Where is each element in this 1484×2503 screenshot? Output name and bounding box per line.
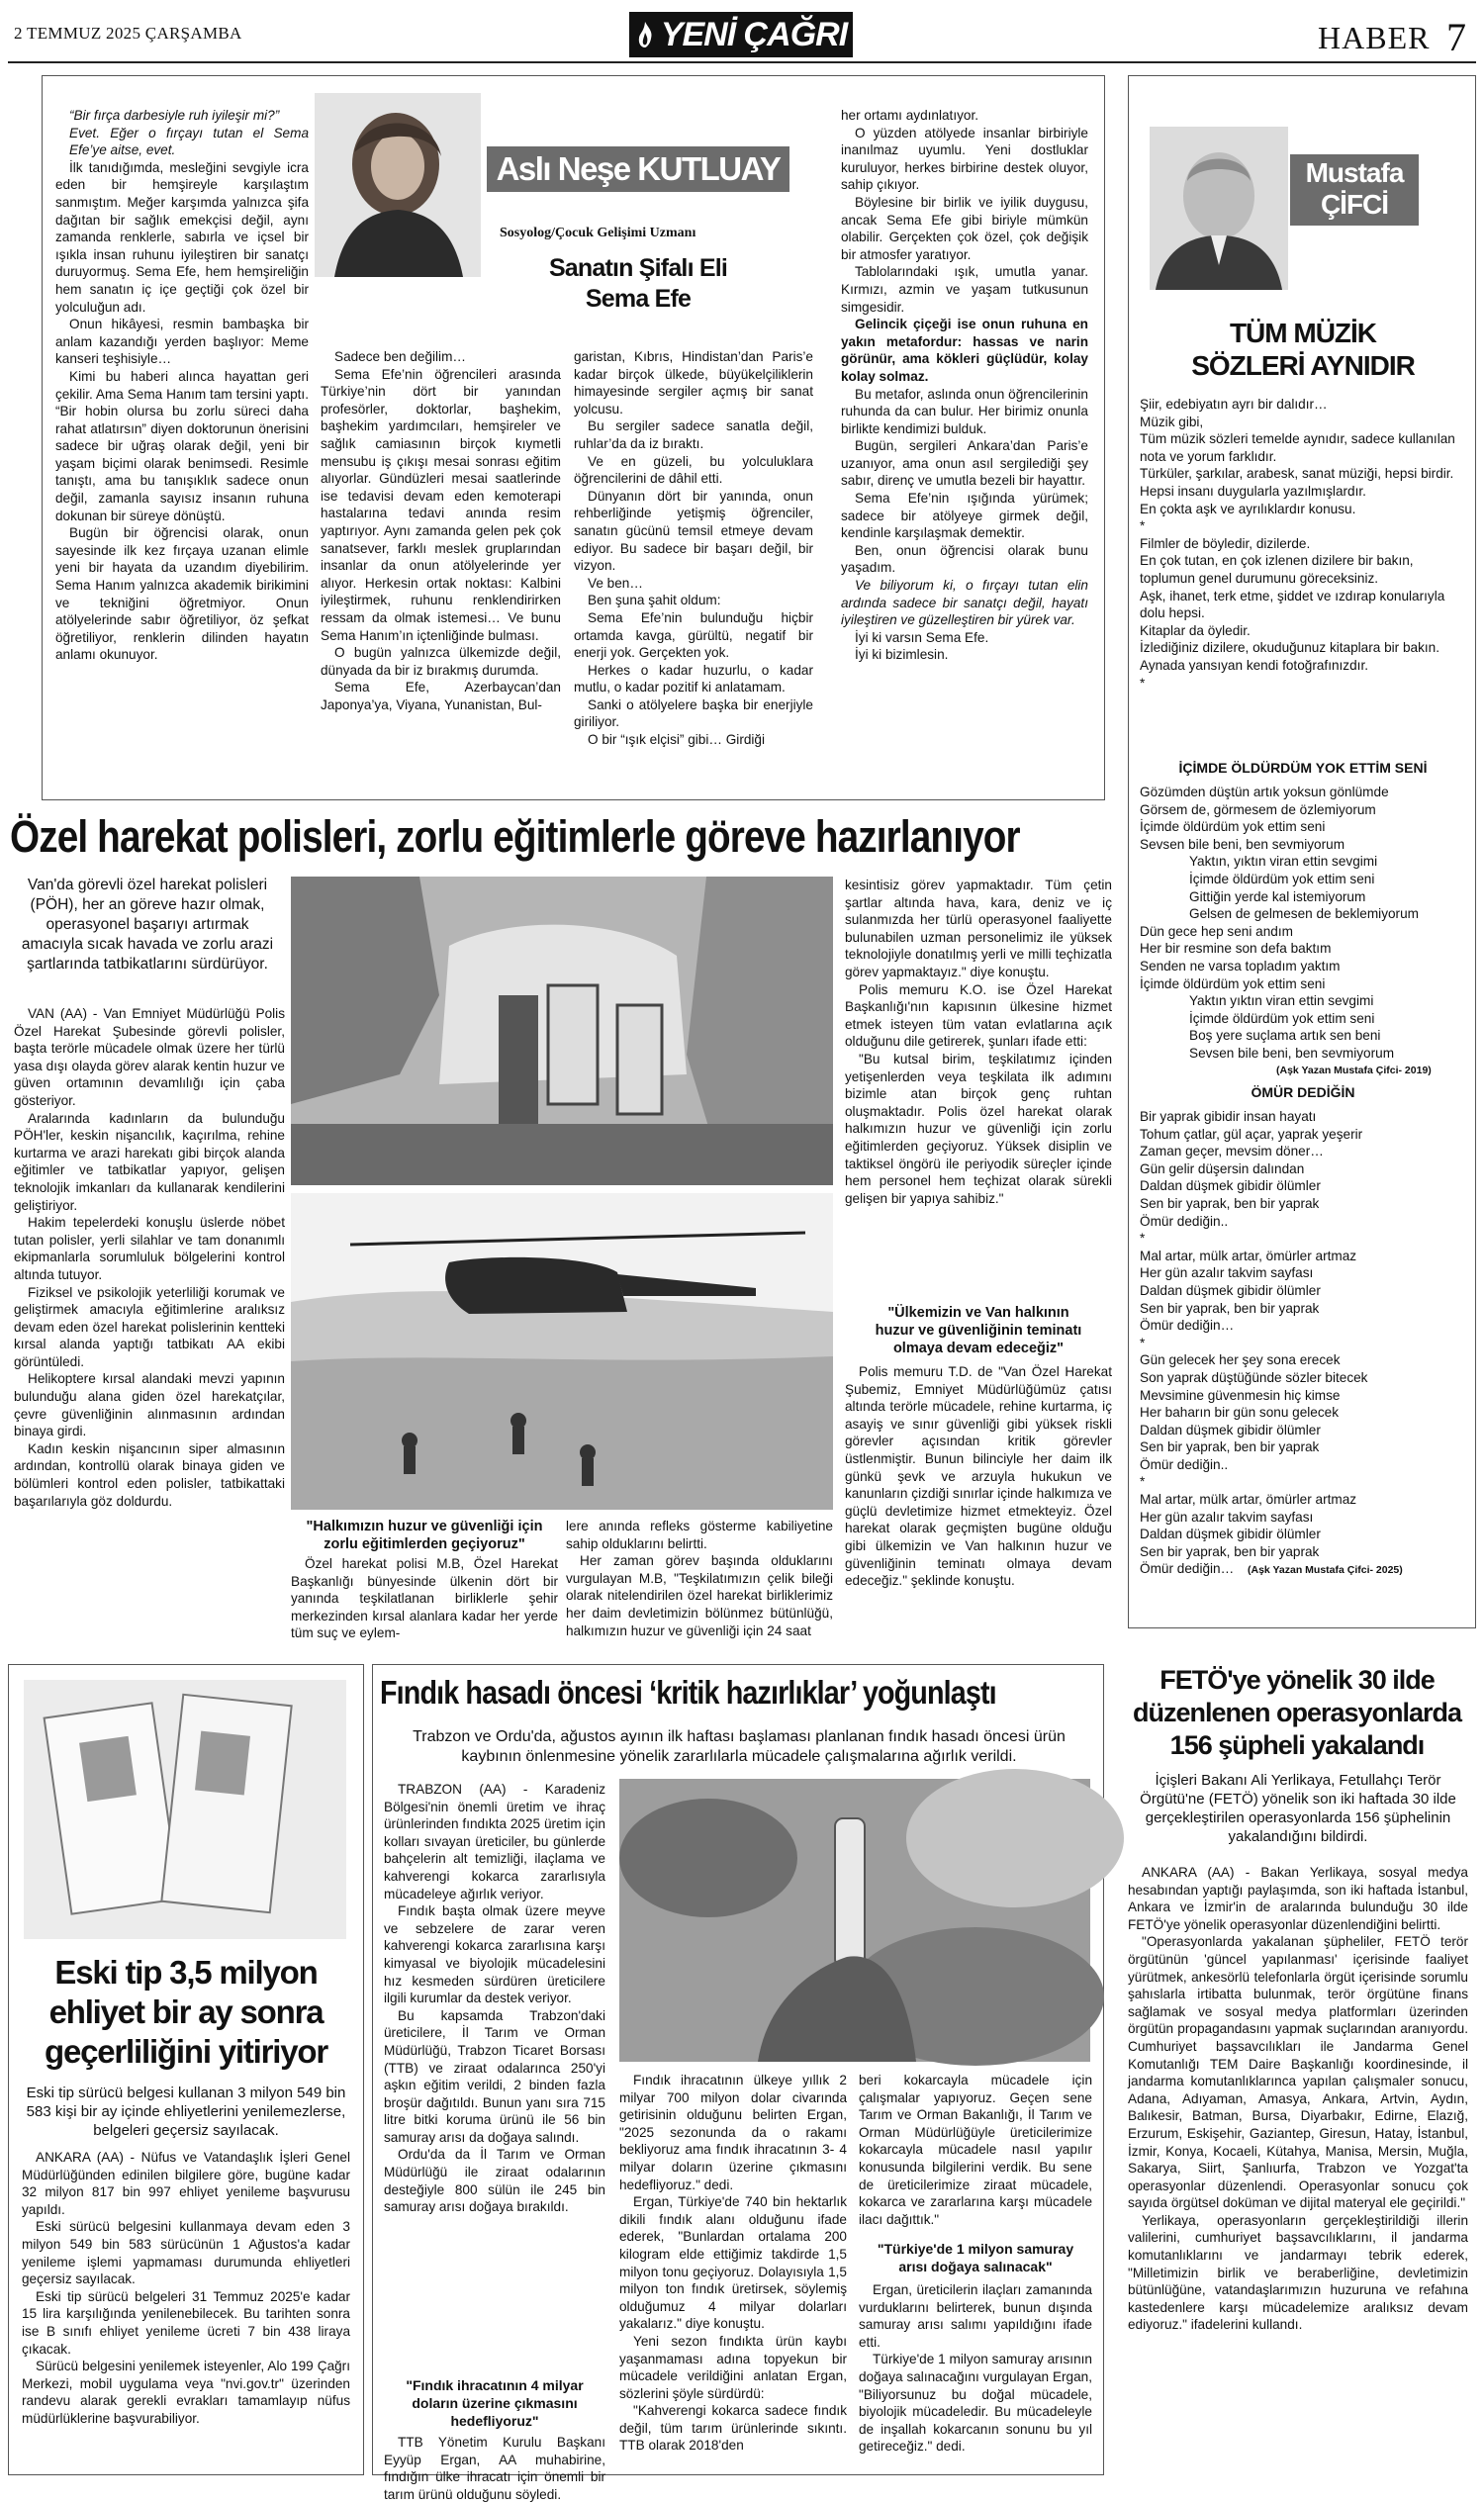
paragraph: Ben, onun öğrencisi olarak bunu yaşadım. — [841, 542, 1088, 576]
text-line: Tüm müzik sözleri temelde aynıdır, sadece kullanılan nota ve yorum farklıdır. — [1140, 431, 1455, 464]
poem-line: Her gün azalır takvim sayfası — [1140, 1509, 1314, 1525]
findik-column-1b — [384, 2434, 605, 2503]
subheading-line: arısı doğaya salınacak" — [898, 2259, 1053, 2274]
text-line: Hepsi insanı duygularla yazılmışlardır. — [1140, 483, 1366, 499]
poem2-title: ÖMÜR DEDİĞİN — [1251, 1084, 1355, 1100]
poem-line: İçimde öldürdüm yok ettim seni — [1189, 1010, 1375, 1026]
paragraph: Onun hikâyesi, resmin bambaşka bir anlam kazandığı yerden başlıyor: Meme kanseri teşhisiyle… — [55, 317, 309, 367]
paragraph: Bugün bir öğrencisi olarak, onun sayesinde ilk kez fırçaya uzanan elimle yeni bir hayata da uzandım diyebilirim. Sema Hanım yalnızca akademik birikimini ve tekniğini öğretmiyor. Onun atölyelerinde sabır öğretiliyor, öz şefkat öğretiliyor, renklerin dilinden hayatın anlamı okunuyor. — [55, 525, 309, 663]
headline-line: FETÖ'ye yönelik 30 ilde — [1159, 1665, 1435, 1695]
ozel-harekat-column-1 — [14, 1005, 285, 1510]
logo-text: YENİ ÇAĞRI — [660, 15, 848, 53]
poem-line: Son yaprak düştüğünde sözler bitecek — [1140, 1369, 1368, 1385]
paragraph: Ve en güzeli, bu yolculuklara öğrencilerini de dâhil etti. — [574, 453, 813, 487]
poem-line: Yaktın yıktın viran ettin sevgimi — [1189, 993, 1374, 1009]
poem-line: Yaktın, yıktın viran ettin sevgimi — [1189, 854, 1378, 870]
paragraph: Sürücü belgesini yenilemek isteyenler, Alo 199 Çağrı Merkezi, mobil uygulama veya "nvi.gov.tr" üzerinden randevu alarak gerekli evrakları tamamlayıp nüfus müdürlüklerine başvurabiliyor. — [22, 2359, 350, 2426]
paragraph: ANKARA (AA) - Bakan Yerlikaya, sosyal medya hesabından yaptığı paylaşımda, son iki haftada İstanbul, Ankara ve İzmir'in de aralarında bulunduğu 30 ilde FETÖ'ye yönelik operasyonlar düzenlendiğini belirtti. — [1128, 1865, 1468, 1932]
section-name: HABER — [1318, 20, 1431, 55]
poem-line: Ömür dediğin… — [1140, 1318, 1235, 1334]
text-line: İzlediğiniz dizilere, okuduğunuz kitaplara bir bakın. — [1140, 640, 1440, 656]
paragraph: Polis memuru T.D. de "Van Özel Harekat Şubemiz, Emniyet Müdürlüğümüz çatısı altında terörle mücadele, rehine kurtarma, iç asayiş ve sınır güvenliği gibi yüksek riskli görevler açısından kritik görevler üstlenmiştir. Bunun bilinciyle her daim ilk günkü şevk ve arzuyla hukukun ve kanunların çizdiği sınırlar içinde halkımıza ve güçlü devletimize hizmet etmekteyiz. Özel harekat olarak geçmişten bugüne olduğu gibi ülkemizin ve Van halkının huzur ve güvenliğinin teminatı olmaya devam edeceğiz." şeklinde konuştu. — [845, 1364, 1112, 1589]
separator-star: * — [1140, 1231, 1146, 1247]
poem-line: İçimde öldürdüm yok ettim seni — [1140, 819, 1326, 835]
paragraph: Bu sergiler sadece sanatla değil, ruhlar’da da iz bıraktı. — [574, 418, 813, 451]
cifci-intro — [1140, 396, 1466, 692]
poem-line: Sevsen bile beni, ben sevmiyorum — [1189, 1045, 1395, 1061]
paragraph: Böylesine bir birlik ve iyilik duygusu, ancak Sema Efe gibi biriyle mümkün olabilir. Gerçekten çok özel, çok değişik bir atmosfer yaratıyor. — [841, 194, 1088, 262]
headline-feto — [1118, 1664, 1476, 1762]
poem-line: Gün gelir düşersin dalından — [1140, 1160, 1305, 1176]
column-title-cifci — [1138, 317, 1468, 382]
poem-line: Sevsen bile beni, ben sevmiyorum — [1140, 836, 1345, 852]
poem-line: Her baharın bir gün sonu gelecek — [1140, 1405, 1340, 1421]
poem-line: Gün gelecek her şey sona erecek — [1140, 1352, 1341, 1368]
paragraph: Dünyanın dört bir yanında, onun rehberliğinde yetişmiş öğrenciler, sanatın gücünü temsil etmeye devam ediyor. Bu sadece bir başarı değil, bir vizyon. — [574, 488, 813, 574]
paragraph: Kimi bu haberi alınca hayattan geri çekilir. Ama Sema Hanım tam tersini yaptı. “Bir hobin olursa bu zorlu süreci daha rahat atlatırsın” diyen doktorunun önerisini sadece bir uğraş olarak değil, yeni bir yaşam biçimi olarak benimsedi. Resimle tanıştı, ama bu tanışıklık sadece onun değil, zamanla sayısız insanın ruhuna dokunan bir süreye dönüştü. — [55, 368, 309, 523]
poem-line: Sen bir yaprak, ben bir yaprak — [1140, 1195, 1320, 1211]
author-last-name: ÇİFCİ — [1320, 189, 1389, 220]
poem-line: Tohum çatlar, gül açar, yaprak yeşerir — [1140, 1126, 1363, 1142]
paragraph: Sadece ben değilim… — [334, 349, 466, 364]
poem-line: Dün gece hep seni andım — [1140, 923, 1293, 939]
lead-findik: Trabzon ve Ordu'da, ağustos ayının ilk haftası başlaması planlanan fındık hasadı öncesi ürün kaybının önlenmesine yönelik zararlılarla mücadele çalışmalarına ağırlık verildi. — [413, 1728, 1066, 1765]
paragraph: Fındık başta olmak üzere meyve ve sebzelere de zarar veren kahverengi kokarca zararlısına karşı kimyasal ve biyolojik mücadelesini hız kesmeden sürdüren üreticilere ilgili kurumlar da destek veriyor. — [384, 1903, 605, 2006]
poem-line: İçimde öldürdüm yok ettim seni — [1189, 871, 1375, 886]
paragraph: Özel harekat polisi M.B, Özel Harekat Başkanlığı bünyesinde ülkenin dört bir yanında teşkilatlanan birliklerle şehir merkezinden kırsal alanlara kadar her yerde tüm suç ve eylem- — [291, 1556, 558, 1641]
subheading-line: zorlu eğitimlerden geçiyoruz" — [324, 1536, 525, 1552]
paragraph: Kadın keskin nişancının siper almasının ardından, kontrollü olarak binaya giden ve bölümleri kontrol eden polisler, tatbikattaki başarılarıyla göz doldurdu. — [14, 1440, 285, 1509]
paragraph: Bu metafor, aslında onun öğrencilerinin ruhunda da can bulur. Her birimiz onunla birlikte kendimizi bulduk. — [841, 386, 1088, 436]
paragraph: Sanki o atölyelere başka bir enerjiyle giriliyor. — [574, 696, 813, 730]
column-title-line: SÖZLERİ AYNIDIR — [1191, 350, 1415, 381]
poem1 — [1140, 784, 1466, 1063]
issue-date: 2 TEMMUZ 2025 ÇARŞAMBA — [14, 24, 242, 43]
paragraph: TRABZON (AA) - Karadeniz Bölgesi'nin önemli üretim ve ihraç ürünlerinden fındıkta 2025 üretim için kolları sıvayan üreticiler, bu günlerde bahçelerin alt temizliği, ilaçlama ve kahverengi kokarca zararlısıyla mücadeleye ağırlık veriyor. — [384, 1782, 605, 1901]
poem-line: Her bir resmine son defa baktım — [1140, 941, 1332, 957]
paragraph: O yüzden atölyede insanlar birbiriyle inanılmaz uyumlu. Yeni dostluklar kuruluyor, herkes birbirine destek oluyor, sahip çıkıyor. — [841, 125, 1088, 193]
author-role: Sosyolog/Çocuk Gelişimi Uzmanı — [500, 226, 696, 240]
subheading-line: "Fındık ihracatının 4 milyar — [406, 2377, 584, 2393]
paragraph: Hakim tepelerdeki konuşlu üslerde nöbet tutan polisler, yerli silahlar ve tam donanımlı ekipmanlarla sorumluluk bölgelerini kontrol altında tutuyor. — [14, 1215, 285, 1282]
kutluay-column-3 — [574, 348, 813, 749]
kutluay-column-1 — [55, 107, 309, 664]
paragraph: beri kokarcayla mücadele için çalışmalar yapıyoruz. Geçen sene Tarım ve Orman Bakanlığı, İl Tarım ve Orman Müdürlüğüyle üreticilerimize kokarcayla mücadele nasıl yapılır konusunda bilgilerini verdik. Bu sene de üreticilerimize ziraat mücadele, kokarca ve zararlarına karşı mücadele ilacı dağıttık." — [859, 2073, 1092, 2227]
subheading-ozel-harekat-1 — [291, 1518, 558, 1553]
subheading-line: "Ülkemizin ve Van halkının — [887, 1305, 1069, 1321]
headline-line: ehliyet bir ay sonra — [48, 1993, 324, 2030]
paragraph: “Bir fırça darbesiyle ruh iyileşir mi?” — [69, 108, 280, 123]
separator-star: * — [1140, 518, 1146, 534]
paragraph: İyi ki bizimlesin. — [855, 647, 949, 663]
paragraph: Herkes o kadar huzurlu, o kadar mutlu, o kadar pozitif ki anlatamam. — [574, 662, 813, 695]
poem2-signature: (Aşk Yazan Mustafa Çifci- 2025) — [1247, 1564, 1403, 1577]
paragraph: Yerlikaya, operasyonların gerçekleştirildiği illerin valilerini, cumhuriyet başsavcılıklarını, il jandarma komutanlıklarını ve jandarmayı tebrik ederek, "Milletimizin birlik ve beraberliğine, devletimizin bütünlüğüne, vatandaşlarımızın huzuruna ve refahına kastedenlere karşı mücadelemize aralıksız devam ediyoruz." ifadelerini kullandı. — [1128, 2212, 1468, 2333]
author-photo-kutluay — [315, 93, 481, 277]
column-title-line: Sema Efe — [585, 285, 692, 313]
poem-line: Görsem de, görmesem de özlemiyorum — [1140, 801, 1376, 817]
poem-line: Gözümden düştün artık yoksun gönlümde — [1140, 785, 1389, 799]
poem-line: Daldan düşmek gibidir ölümler — [1140, 1422, 1321, 1437]
paragraph: Ergan, Türkiye'de 740 bin hektarlık dikili fındık alanı olduğunu ifade ederek, "Bunlardan ortalama 200 kilogram elde ettiğimiz takdirde 1,5 milyon tonu geçiyoruz. Dolayısıyla 1,5 milyon ton fındık üretirsek, söylemiş olduğumuz 4 milyar dolarları yakalarız." diye konuştu. — [619, 2194, 847, 2332]
poem-line: Daldan düşmek gibidir ölümler — [1140, 1178, 1321, 1194]
text-line: Filmler de böyledir, dizilerde. — [1140, 535, 1311, 551]
paragraph: Fiziksel ve psikolojik yeterliliği korumak ve geliştirmek amacıyla eğitimlerine aralıksız devam eden özel harekat polislerinin kentteki kırsal alanda yaptığı tatbikatı AA ekibi görüntüledi. — [14, 1284, 285, 1369]
findik-column-3b — [859, 2281, 1092, 2456]
separator-star: * — [1140, 675, 1146, 691]
paragraph: Sema Efe’nin ışığında yürümek; sadece bir atölyeye girmek değil, kendinle karşılaşmak demektir. — [841, 491, 1088, 541]
headline-line: düzenlenen operasyonlarda — [1132, 1698, 1462, 1727]
poem-line: Sen bir yaprak, ben bir yaprak — [1140, 1543, 1320, 1559]
findik-column-2 — [619, 2072, 847, 2455]
subheading-line: huzur ve güvenliğinin teminatı — [875, 1323, 1082, 1339]
paragraph: Helikoptere kırsal alandaki mevzi yapının bulunduğu alana giden özel harekatçılar, çevre güvenliğinin alınmasının ardından binaya girdi. — [14, 1371, 285, 1439]
poem1-signature: (Aşk Yazan Mustafa Çifci- 2019) — [1276, 1065, 1432, 1076]
ozel-harekat-column-4b — [845, 1363, 1112, 1590]
poem-line: Mal artar, mülk artar, ömürler artmaz — [1140, 1248, 1357, 1263]
paragraph: Bu kapsamda Trabzon'daki üreticilere, İl Tarım ve Orman Müdürlüğü, Trabzon Ticaret Borsası (TTB) ve ziraat odalarınca 250'yi aşkın eğitim verildi, 2 binden fazla broşür dağıtıldı. Bunun yanı sıra 715 litre bitki koruma ürünü ile 56 bin samuray arısı da doğaya salındı. — [384, 2007, 605, 2145]
paragraph: Sema Efe’nin öğrencileri arasında Türkiye’nin dört bir yanından profesörler, doktorlar, başhekim, başhekim yardımcıları, hemşireler ve sağlık camiasının birçok kıymetli mensubu iş çıkışı mesai sonrası eğitim alıyorlar. Gündüzleri mesai saatlerinde ise tedavisi devam eden kemoterapi hastalarına tedavi anında resim yaptırıyor. Aynı zamanda gelen pek çok sanatsever, farklı meslek gruplarından insanlar da onun atölyelerinde yer alıyor. Herkesin ortak noktası: Kalbini iyileştirmek, ruhunu renklendirirken ressam da olmak istemesi… Ve bunu Sema Hanım’ın içtenliğinde bulması. — [321, 366, 561, 643]
poem-line — [1140, 1560, 1466, 1580]
ozel-harekat-column-4 — [845, 877, 1112, 1207]
page-number: 7 — [1446, 15, 1466, 59]
author-name-banner — [487, 146, 789, 192]
paragraph: Eski tip sürücü belgeleri 31 Temmuz 2025'e kadar 15 lira karşılığında yenilenebilecek. Bu tarihten sonra ise B sınıfı ehliyet yenileme ücreti 7 bin 438 liraya çıkacak. — [22, 2288, 350, 2357]
column-title-line: TÜM MÜZİK — [1229, 318, 1377, 348]
headline-ehliyet — [14, 1953, 358, 2072]
headline-line: Eski tip 3,5 milyon — [54, 1954, 318, 1991]
column-title — [495, 253, 782, 315]
poem-line: Senden ne varsa topladım yaktım — [1140, 958, 1341, 973]
paragraph: O bir “ışık elçisi” gibi… Girdiği — [588, 732, 766, 748]
ozel-harekat-column-2 — [291, 1555, 558, 1642]
text-line: Türküler, şarkılar, arabesk, sanat müziği, hepsi birdir. — [1140, 466, 1454, 482]
paragraph: garistan, Kıbrıs, Hindistan’dan Paris’e kadar birçok ülkede, büyükelçiliklerin himayesinde sergiler açmış bir sanat yolcusu. — [574, 349, 813, 417]
text-line: Aynada yansıyan kendi fotoğrafınızdır. — [1140, 657, 1368, 673]
subheading-ozel-harekat-2 — [845, 1304, 1112, 1357]
paragraph: lere anında refleks gösterme kabiliyetine sahip olduklarını belirtti. — [566, 1519, 833, 1551]
lead-ozel-harekat: Van'da görevli özel harekat polisleri (PÖH), her an göreve hazır olmak, operasyonel başarıyı artırmak amacıyla sıcak havada ve zorlu arazi şartlarında tatbikatlarını sürdürüyor. — [21, 877, 274, 973]
paragraph: Fındık ihracatının ülkeye yıllık 2 milyar 700 milyon dolar civarında getirisinin olduğunu belirten Ergan, "2025 sezonunda da o rakamı bekliyoruz ama fındık ihracatının 3- 4 milyar doların üzerine çıkmasını hedefliyoruz." dedi. — [619, 2073, 847, 2192]
paragraph: Her zaman görev başında olduklarını vurgulayan M.B, "Teşkilatımızın çelik bileği olarak nitelendirilen özel harekat birliklerimiz her daim devletimizin bölünmez bütünlüğü, halkımızın huzur ve güvenliği için 24 saat — [566, 1553, 833, 1638]
poem-line: İçimde öldürdüm yok ettim seni — [1140, 975, 1326, 991]
poem1-title: İÇİMDE ÖLDÜRDÜM YOK ETTİM SENİ — [1178, 760, 1428, 776]
lead-ehliyet: Eski tip sürücü belgesi kullanan 3 milyon 549 bin 583 kişi bir ay içinde ehliyetlerini yenilemezlerse, belgeleri geçersiz sayılacak. — [26, 2085, 346, 2139]
text-line: Kitaplar da öyledir. — [1140, 622, 1251, 638]
text-line: En çokta aşk ve ayrılıklardır konusu. — [1140, 501, 1356, 516]
paragraph: Aralarında kadınların da bulunduğu PÖH'ler, keskin nişancılık, kaçırılma, rehine kurtarma ve arazi harekatı gibi birçok alanda eğitimler ve tatbikatlar yapıyor, gelişen teknolojik imkanları da kullanarak kendilerini geliştiriyor. — [14, 1110, 285, 1213]
masthead-rule — [8, 61, 1476, 63]
paragraph: Sema Efe’nin bulunduğu hiçbir ortamda kavga, gürültü, negatif bir enerji yok. Gerçekten yok. — [574, 609, 813, 661]
separator-star: * — [1140, 1474, 1146, 1490]
photo-helicopter — [291, 1193, 833, 1510]
paragraph: Yeni sezon fındıkta ürün kaybı yaşanmaması adına topyekun bir mücadele verildiğini anlatan Ergan, sözlerini şöyle sürdürdü: — [619, 2333, 847, 2401]
poem-line: Zaman geçer, mevsim döner… — [1140, 1144, 1324, 1159]
poem-line: Daldan düşmek gibidir ölümler — [1140, 1282, 1321, 1298]
headline-line: geçerliliğini yitiriyor — [45, 2033, 327, 2070]
photo-driving-licenses — [24, 1680, 346, 1939]
paragraph: Evet. Eğer o fırçayı tutan el Sema Efe’ye aitse, evet. — [69, 125, 309, 158]
paragraph: Ergan, üreticilerin ilaçları zamanında vurduklarını belirterek, bunun dışında samuray arısı salımı yapıldığını ifade etti. — [859, 2282, 1092, 2350]
poem-line: Bir yaprak gibidir insan hayatı — [1140, 1109, 1317, 1124]
ozel-harekat-column-3 — [566, 1518, 833, 1639]
author-first-name: Mustafa — [1305, 157, 1404, 188]
subheading-line: "Halkımızın huzur ve güvenliği için — [306, 1519, 543, 1534]
author-name-banner-cifci — [1290, 154, 1419, 226]
paragraph: ANKARA (AA) - Nüfus ve Vatandaşlık İşleri Genel Müdürlüğünden edinilen bilgilere göre, bugüne kadar 32 milyon 817 bin 997 ehliyet yenileme başvurusu yapıldı. — [22, 2150, 350, 2217]
photo-hazelnut-sample — [619, 1779, 1090, 2062]
poem-line: Gittiğin yerde kal istemiyorum — [1189, 888, 1366, 904]
paragraph: kesintisiz görev yapmaktadır. Tüm çetin şartlar altında hava, kara, deniz ve iç sulanmızda her türlü operasyonel faaliyette bulunabilen uzman personelimiz ile yüksek teknolojiyle donatılmış yerli ve milli teçhizatla görev yapmaktayız." diye konuştu. — [845, 878, 1112, 979]
subheading-line: "Türkiye'de 1 milyon samuray — [877, 2241, 1074, 2257]
paragraph: her ortamı aydınlatıyor. — [841, 108, 979, 123]
paragraph: "Bu kutsal birim, teşkilatımız içinden yetişenlerden veya teşkilata ilk adımını bizimle atan birçok genç ruhtan oluşmaktadır. Polis özel harekat olarak halkımızın huzur ve güvenliği için zorlu eğitimlerden geçiyoruz. Yüksek disiplin ve taktiksel öngörü ile periyodik süreçler içinde hem personel hem teçhizat olarak sürekli gelişen bir yapıya sahibiz." — [845, 1051, 1112, 1206]
paragraph: Ordu'da da İl Tarım ve Orman Müdürlüğü ile ziraat odalarının desteğiyle 800 sülün ile 245 bin samuray arısı doğaya bırakıldı. — [384, 2147, 605, 2215]
poem-line: Sen bir yaprak, ben bir yaprak — [1140, 1439, 1320, 1455]
photo-police-shields — [291, 877, 833, 1185]
author-photo-cifci — [1150, 127, 1288, 290]
headline-findik: Fındık hasadı öncesi ‘kritik hazırlıklar’ yoğunlaştı — [380, 1674, 996, 1711]
paragraph: "Operasyonlarda yakalanan şüpheliler, FETÖ terör örgütünün 'güncel yapılanması' içerisinde faaliyet yürütmek, ankesörlü telefonlarla örgüt içerisinde sorumlu şahıslarla irtibatta bulunmak, terör örgütüne finans sağlamak ve sosyal medya platformları üzerinden örgütün propagandasını yapmak suçlarından aranıyordu. Cumhuriyet başsavcılıkları ile Jandarma Genel Komutanlığı TEM Daire Başkanlığı koordinesinde, il jandarma komutanlıklarınca yapılan çalışmaler sonucu, Adana, Adıyaman, Amasya, Ankara, Artvin, Aydın, Balıkesir, Batman, Bursa, Diyarbakır, Edirne, Elazığ, Erzurum, Eskişehir, Gaziantep, Giresun, Hatay, İstanbul, İzmir, Konya, Kocaeli, Kütahya, Manisa, Mersin, Muğla, Sakarya, Siirt, Şanlıurfa, Trabzon ve Yozgat'ta operasyonlar düzenlendi. Operasyonlar sonucu çok sayıda örgütsel doküman ve dijital materyal ele geçirildi." — [1128, 1934, 1468, 2211]
paragraph: Gelincik çiçeği ise onun ruhuna en yakın metafordur: hassas ve narin görünür, ama kökleri güçlüdür, kolay kolay solmaz. — [841, 317, 1088, 384]
poem-line: Sen bir yaprak, ben bir yaprak — [1140, 1300, 1320, 1316]
feto-body — [1128, 1864, 1468, 2334]
paragraph: Tablolarındaki ışık, umutla yanar. Kırmızı, azmin ve yaşam tutkusunun simgesidir. — [841, 264, 1088, 315]
kutluay-column-4 — [841, 107, 1088, 664]
paragraph: Bugün, sergileri Ankara’dan Paris’e uzanıyor, ama onun asıl sergilediği şey sabır, direnç ve umutla bezeli bir hayattır. — [841, 438, 1088, 489]
findik-column-1 — [384, 1781, 605, 2216]
poem-line: Her gün azalır takvim sayfası — [1140, 1265, 1314, 1281]
poem2 — [1140, 1108, 1466, 1580]
paragraph: Sema Efe, Azerbaycan’dan Japonya’ya, Viyana, Yunanistan, Bul- — [321, 680, 561, 712]
subheading-line: hedefliyoruz" — [450, 2413, 539, 2429]
text-line: Müzik gibi, — [1140, 414, 1204, 429]
lead-feto: İçişleri Bakanı Ali Yerlikaya, Fetullahçı Terör Örgütü'ne (FETÖ) yönelik son iki haftada 30 ilde gerçekleştirilen operasyonlarda 156 şüphelinin yakalandığını bildirdi. — [1140, 1772, 1456, 1845]
paragraph: İyi ki varsın Sema Efe. — [855, 629, 989, 645]
findik-column-3 — [859, 2072, 1092, 2228]
subheading-findik-2 — [859, 2240, 1092, 2275]
poem-last-line: Ömür dediğin… — [1140, 1561, 1235, 1577]
paragraph: VAN (AA) - Van Emniyet Müdürlüğü Polis Özel Harekat Şubesinde görevli polisler, başta terörle mücadele olmak üzere her türlü yasa dışı olayda görev alarak kentin huzur ve güven ortamının devamlılığı için çaba gösteriyor. — [14, 1006, 285, 1108]
column-title-line: Sanatın Şifalı Eli — [548, 254, 728, 282]
poem-line: Ömür dediğin.. — [1140, 1456, 1229, 1472]
paragraph: O bugün yalnızca ülkemizde değil, dünyada da bir iz bırakmış durumda. — [321, 645, 561, 678]
newspaper-logo — [629, 12, 853, 57]
text-line: En çok tutan, en çok izlenen dizilere bir bakın, toplumun genel durumunu göreceksiniz. — [1140, 553, 1414, 586]
paragraph: TTB Yönetim Kurulu Başkanı Eyyüp Ergan, AA muhabirine, fındığın ülke ihracatı için önemli bir tarım ürünü olduğunu söyledi. — [384, 2435, 605, 2502]
poem-line: Mal artar, mülk artar, ömürler artmaz — [1140, 1492, 1357, 1508]
paragraph: Ve ben… — [588, 575, 643, 591]
subheading-line: olmaya devam edeceğiz" — [892, 1341, 1065, 1356]
flame-icon — [635, 21, 655, 48]
subheading-findik-1 — [384, 2376, 605, 2430]
paragraph: "Kahverengi kokarca sadece fındık değil, tüm tarım ürünlerinde sıkıntı. TTB olarak 2018'den — [619, 2403, 847, 2454]
poem-line: Boş yere suçlama artık sen beni — [1189, 1028, 1381, 1044]
author-name: Aslı Neşe KUTLUAY — [496, 150, 781, 187]
paragraph: İlk tanıdığımda, mesleğini sevgiyle icra eden bir hemşireyle karşılaştım sanmıştım. Meğer karşımda yalnızca şifa dağıtan bir sağlık emekçisi değil, aynı zamanda renklerle, sabırla ve içsel bir ışıkla insan ruhunu iyileştiren bir sanatçı duruyormuş. Sema Efe, hem hemşireliğin hem sanatın iç içe geçtiği çok özel bir yolculuğun adı. — [55, 159, 309, 315]
poem-line: Ömür dediğin.. — [1140, 1213, 1229, 1229]
ehliyet-body — [22, 2149, 350, 2428]
headline-ozel-harekat: Özel harekat polisleri, zorlu eğitimlerle göreve hazırlanıyor — [10, 811, 1020, 862]
paragraph: Eski sürücü belgesini kullanmaya devam eden 3 milyon 549 bin 583 sürücünün 1 Ağustos'a kadar yenileme işlemi yapmaması durumunda ehliyetleri geçersiz sayılacak. — [22, 2219, 350, 2287]
kutluay-column-2 — [321, 348, 561, 713]
headline-line: 156 şüpheli yakalandı — [1169, 1730, 1425, 1760]
separator-star: * — [1140, 1335, 1146, 1350]
text-line: Şiir, edebiyatın ayrı bir dalıdır… — [1140, 397, 1328, 412]
poem-line: Gelsen de gelmesen de beklemiyorum — [1189, 906, 1419, 922]
paragraph: Polis memuru K.O. ise Özel Harekat Başkanlığı'nın kapısının ülkesine hizmet etmek isteyen tüm vatan evlatlarına açık olduğunu dile getirerek, şunları ifade etti: — [845, 981, 1112, 1050]
subheading-line: doların üzerine çıkmasını — [412, 2395, 578, 2411]
poem-line: Mevsimine güvenmesin hiç kimse — [1140, 1387, 1341, 1403]
paragraph: Türkiye'de 1 milyon samuray arısının doğaya salınacağını vurgulayan Ergan, "Biliyorsunuz bu doğal mücadele, biyolojik mücadeledir. Bu mücadeleyle de inşallah kokarcanın sonunu bu yıl getireceğiz." dedi. — [859, 2352, 1092, 2455]
paragraph: Ben şuna şahit oldum: — [588, 593, 721, 608]
paragraph: Ve biliyorum ki, o fırçayı tutan elin ardında sadece bir sanatçı değil, hayatı iyileştiren ve güzelleştiren bir yürek var. — [841, 578, 1088, 628]
poem-line: Daldan düşmek gibidir ölümler — [1140, 1527, 1321, 1542]
text-line: Aşk, ihanet, terk etme, şiddet ve ızdırap konularıyla dolu hepsi. — [1140, 588, 1445, 621]
